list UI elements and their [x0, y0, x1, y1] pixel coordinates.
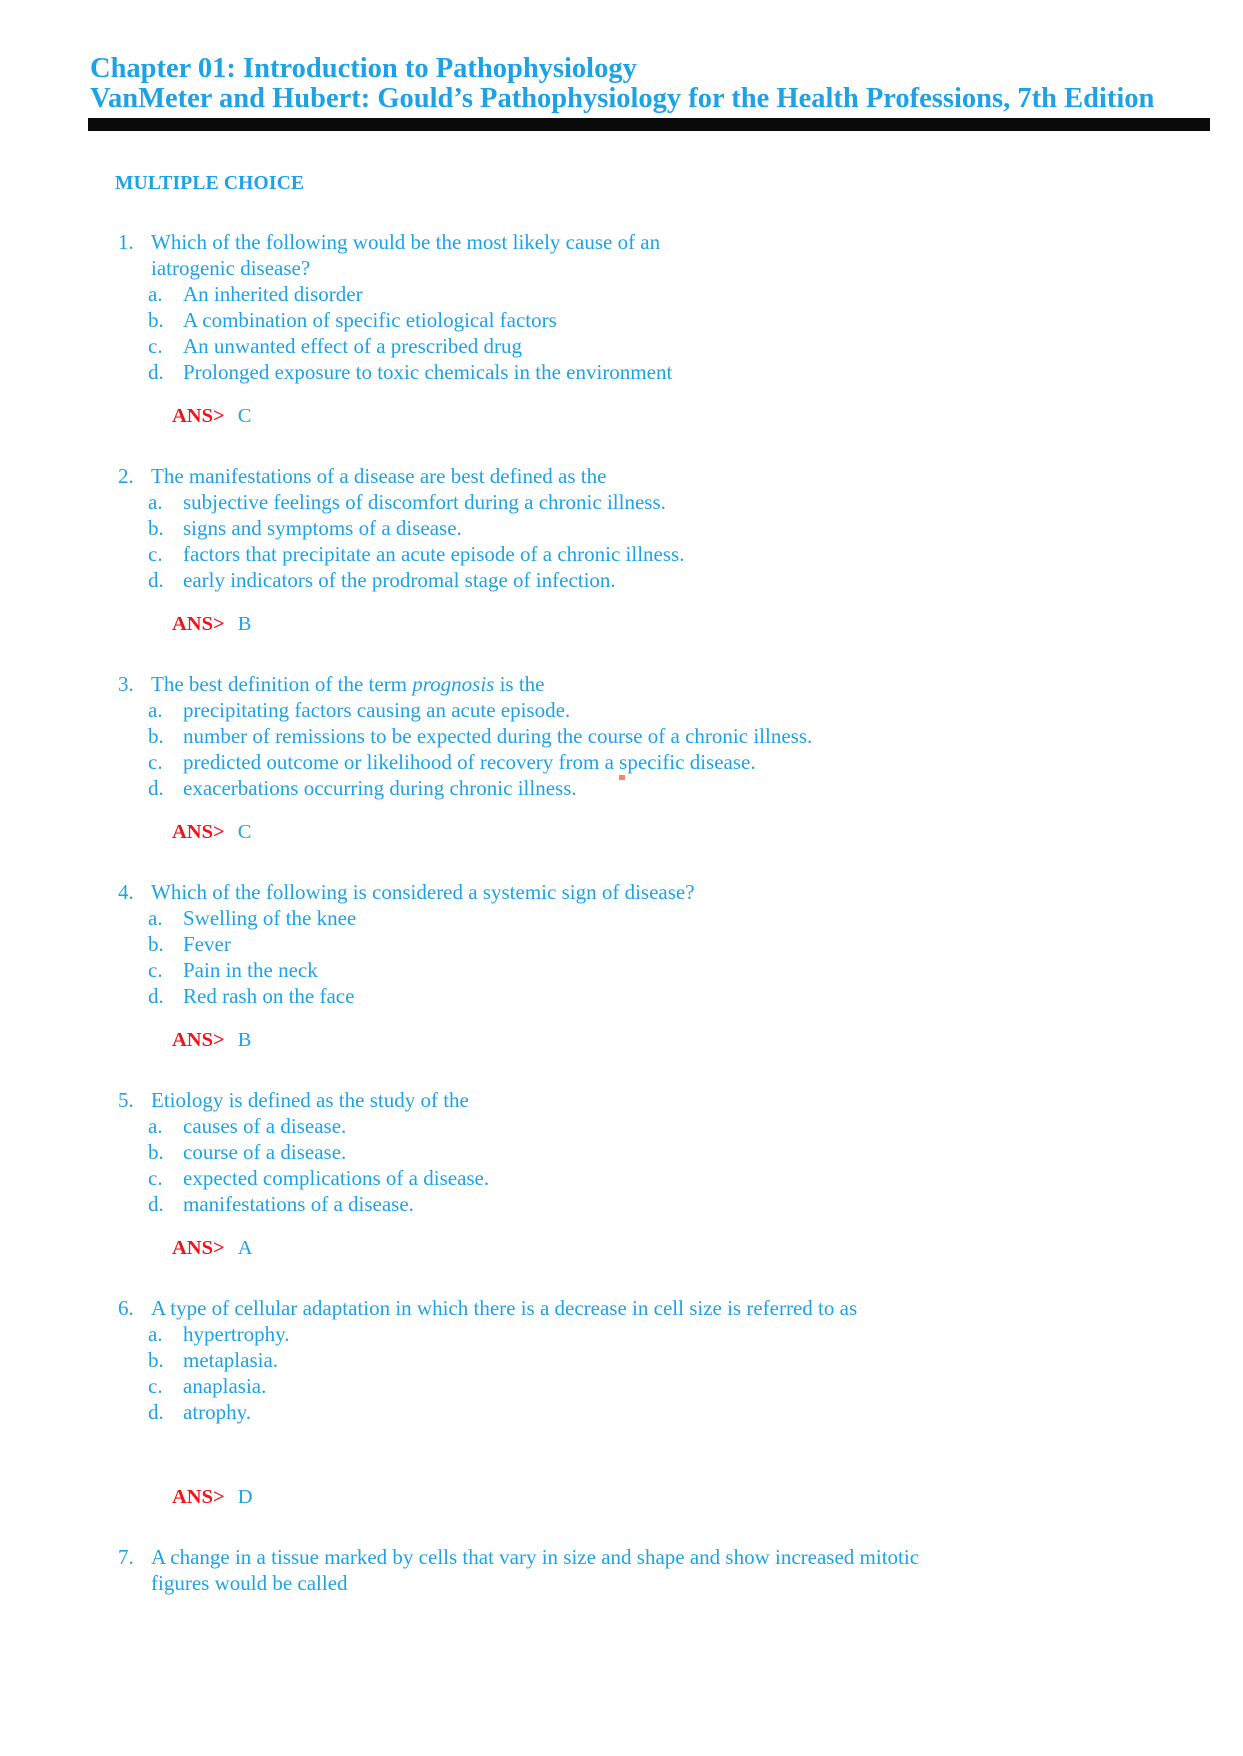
option-letter: a. [148, 1321, 163, 1346]
option-text: hypertrophy. [183, 1321, 290, 1346]
question-number: 1. [118, 229, 134, 254]
stem-italic-term: prognosis [412, 671, 495, 696]
question-stem [151, 671, 545, 697]
question-number: 5. [118, 1087, 134, 1112]
option-row [148, 307, 1243, 333]
option-text: metaplasia. [183, 1347, 279, 1372]
option-text: number of remissions to be expected during the course of a chronic illness. [183, 723, 813, 748]
option-row [148, 1373, 1243, 1399]
stray-mark [619, 775, 625, 780]
question [118, 463, 1243, 637]
option-text: predicted outcome or likelihood of recovery from a specific disease. [183, 749, 756, 774]
options-list [148, 489, 1243, 593]
option-letter: c. [148, 333, 163, 358]
answer-line [172, 610, 1243, 637]
option-text: early indicators of the prodromal stage of infection. [183, 567, 616, 592]
stem-line [151, 1295, 857, 1321]
option-letter: b. [148, 307, 164, 332]
question-stem [151, 1544, 919, 1596]
question-row [118, 1087, 1243, 1113]
option-text: Red rash on the face [183, 983, 355, 1008]
option-row [148, 1165, 1243, 1191]
option-row [148, 983, 1243, 1009]
answer-letter: D [237, 1485, 253, 1508]
option-row [148, 489, 1243, 515]
question [118, 1087, 1243, 1261]
answer-letter: B [237, 612, 252, 635]
option-letter: b. [148, 931, 164, 956]
answer-line [172, 402, 1243, 429]
option-text: exacerbations occurring during chronic illness. [183, 775, 577, 800]
option-row [148, 931, 1243, 957]
option-text: Fever [183, 931, 231, 956]
answer-line [172, 1234, 1243, 1261]
option-text: Swelling of the knee [183, 905, 357, 930]
stem-text: The manifestations of a disease are best defined as the [151, 463, 607, 488]
option-row [148, 723, 1243, 749]
option-letter: d. [148, 1399, 164, 1424]
option-row [148, 1139, 1243, 1165]
option-row [148, 1113, 1243, 1139]
stem-text: Which of the following is considered a systemic sign of disease? [151, 879, 695, 904]
question-stem [151, 1087, 469, 1113]
header-title-line2: VanMeter and Hubert: Gould’s Pathophysiology for the Health Professions, 7th Edition [90, 82, 1155, 114]
question-number: 6. [118, 1295, 134, 1320]
question-stem [151, 463, 606, 489]
question-number: 4. [118, 879, 134, 904]
option-letter: b. [148, 1347, 164, 1372]
question-stem [151, 879, 695, 905]
option-letter: a. [148, 281, 163, 306]
option-row [148, 359, 1243, 385]
option-letter: c. [148, 1165, 163, 1190]
option-letter: d. [148, 567, 164, 592]
option-letter: d. [148, 359, 164, 384]
stem-text: Etiology is defined as the study of the [151, 1087, 469, 1112]
question-row [118, 229, 1243, 281]
question-stem [151, 229, 660, 281]
option-letter: a. [148, 1113, 163, 1138]
option-letter: d. [148, 983, 164, 1008]
stem-line [151, 229, 660, 255]
answer-label: ANS> [172, 404, 225, 427]
option-row [148, 1347, 1243, 1373]
option-text: atrophy. [183, 1399, 252, 1424]
question [118, 229, 1243, 429]
options-list [148, 1113, 1243, 1217]
option-text: A combination of specific etiological factors [183, 307, 557, 332]
option-text: course of a disease. [183, 1139, 347, 1164]
option-text: Prolonged exposure to toxic chemicals in the environment [183, 359, 673, 384]
question-number: 3. [118, 671, 134, 696]
stem-line [151, 463, 606, 489]
options-list [148, 281, 1243, 385]
option-letter: c. [148, 957, 163, 982]
question-stem [151, 1295, 857, 1321]
option-row [148, 333, 1243, 359]
header-title-line1: Chapter 01: Introduction to Pathophysiology [90, 53, 637, 84]
question-number: 2. [118, 463, 134, 488]
question-row [118, 1544, 1243, 1596]
question-row [118, 463, 1243, 489]
stem-text: A change in a tissue marked by cells that vary in size and shape and show increased mitotic [151, 1544, 920, 1569]
option-letter: b. [148, 723, 164, 748]
question [118, 1295, 1243, 1510]
option-text: subjective feelings of discomfort during a chronic illness. [183, 489, 666, 514]
question [118, 671, 1243, 845]
option-text: causes of a disease. [183, 1113, 347, 1138]
options-list [148, 1321, 1243, 1425]
stem-line [151, 255, 660, 281]
answer-label: ANS> [172, 1485, 225, 1508]
option-letter: b. [148, 1139, 164, 1164]
stem-line [151, 879, 695, 905]
question-row [118, 671, 1243, 697]
option-letter: c. [148, 749, 163, 774]
option-row [148, 957, 1243, 983]
answer-label: ANS> [172, 1236, 225, 1259]
answer-letter: C [237, 820, 252, 843]
option-letter: a. [148, 489, 163, 514]
document-header [90, 54, 1243, 114]
option-row [148, 281, 1243, 307]
option-letter: b. [148, 515, 164, 540]
answer-line [172, 1483, 1243, 1510]
option-text: manifestations of a disease. [183, 1191, 414, 1216]
option-row [148, 1399, 1243, 1425]
option-row [148, 905, 1243, 931]
option-text: factors that precipitate an acute episode of a chronic illness. [183, 541, 685, 566]
stem-text: figures would be called [151, 1570, 348, 1595]
option-letter: d. [148, 775, 164, 800]
stem-text: is the [494, 671, 545, 696]
options-list [148, 905, 1243, 1009]
option-letter: c. [148, 1373, 163, 1398]
option-row [148, 749, 1243, 775]
options-list [148, 697, 1243, 801]
option-row [148, 1321, 1243, 1347]
option-letter: a. [148, 697, 163, 722]
section-heading: MULTIPLE CHOICE [115, 172, 305, 194]
option-row [148, 541, 1243, 567]
stem-line [151, 1087, 469, 1113]
stem-text: A type of cellular adaptation in which there is a decrease in cell size is referred to as [151, 1295, 858, 1320]
option-letter: a. [148, 905, 163, 930]
option-row [148, 775, 1243, 801]
question-row [118, 1295, 1243, 1321]
answer-label: ANS> [172, 820, 225, 843]
option-letter: d. [148, 1191, 164, 1216]
stem-text: Which of the following would be the most likely cause of an [151, 229, 661, 254]
question [118, 1544, 1243, 1596]
answer-letter: A [237, 1236, 253, 1259]
questions-list [118, 229, 1243, 1596]
option-letter: c. [148, 541, 163, 566]
stem-text: iatrogenic disease? [151, 255, 311, 280]
option-row [148, 697, 1243, 723]
option-row [148, 1191, 1243, 1217]
stem-line [151, 1544, 919, 1570]
stem-line [151, 671, 545, 697]
option-text: signs and symptoms of a disease. [183, 515, 462, 540]
question-number: 7. [118, 1544, 134, 1569]
answer-line [172, 818, 1243, 845]
answer-label: ANS> [172, 1028, 225, 1051]
option-text: An inherited disorder [183, 281, 363, 306]
option-text: precipitating factors causing an acute episode. [183, 697, 571, 722]
question-row [118, 879, 1243, 905]
option-text: expected complications of a disease. [183, 1165, 490, 1190]
option-text: An unwanted effect of a prescribed drug [183, 333, 522, 358]
option-text: Pain in the neck [183, 957, 318, 982]
answer-label: ANS> [172, 612, 225, 635]
option-text: anaplasia. [183, 1373, 267, 1398]
answer-letter: B [237, 1028, 252, 1051]
answer-line [172, 1026, 1243, 1053]
question [118, 879, 1243, 1053]
stem-text: The best definition of the term [151, 671, 413, 696]
option-row [148, 567, 1243, 593]
header-rule [88, 118, 1210, 131]
option-row [148, 515, 1243, 541]
stem-line [151, 1570, 919, 1596]
answer-letter: C [237, 404, 252, 427]
